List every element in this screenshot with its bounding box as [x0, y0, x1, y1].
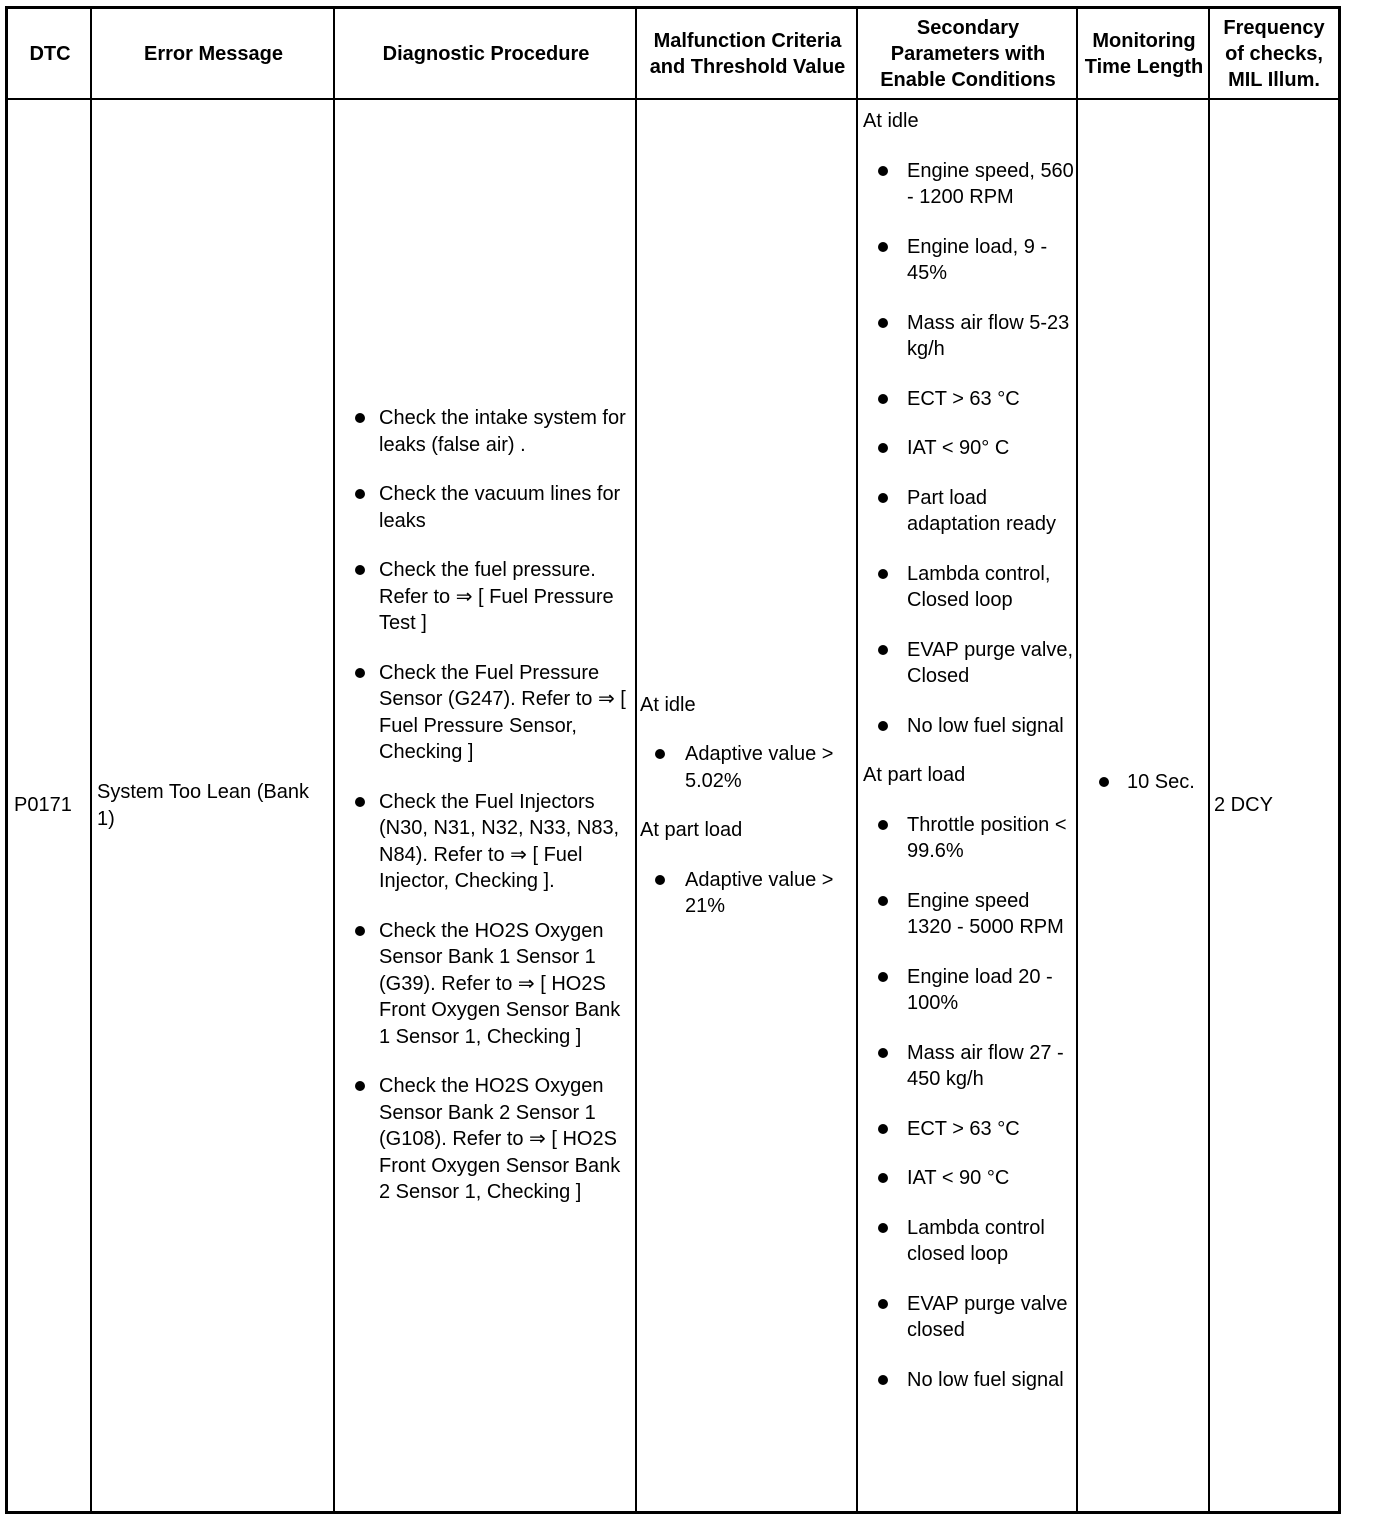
- cell-diagnostic-procedure: [335, 100, 637, 1511]
- bullet-icon: [355, 1081, 365, 1091]
- list-item: No low fuel signal: [858, 1367, 1076, 1394]
- list-item: ECT > 63 °C: [858, 386, 1076, 413]
- bullet-icon: [878, 1299, 888, 1309]
- bullet-icon: [878, 1124, 888, 1134]
- frequency-text: 2 DCY: [1214, 794, 1273, 817]
- bullet-icon: [878, 972, 888, 982]
- list-item: EVAP purge valve, Closed: [858, 637, 1076, 690]
- header-dtc: DTC: [29, 42, 71, 65]
- list-item: ECT > 63 °C: [858, 1116, 1076, 1143]
- list-item: Engine speed, 560 - 1200 RPM: [858, 158, 1076, 211]
- list-item: Lambda control, Closed loop: [858, 561, 1076, 614]
- list-item: Engine load, 9 - 45%: [858, 234, 1076, 287]
- bullet-icon: [878, 443, 888, 453]
- error-message-text: System Too Lean (Bank 1): [97, 781, 309, 830]
- dtc-table: [5, 6, 1341, 1514]
- bullet-icon: [878, 721, 888, 731]
- bullet-icon: [655, 875, 665, 885]
- header-diagnostic-procedure: Diagnostic Procedure: [382, 42, 590, 65]
- list-item: IAT < 90° C: [858, 435, 1076, 462]
- secondary-idle-label: At idle: [863, 110, 919, 132]
- list-item: Check the HO2S Oxygen Sensor Bank 1 Sensor 1 (G39). Refer to ⇒ [ HO2S Front Oxygen Sensor Bank 1 Sensor 1, Checking ]: [335, 918, 635, 1051]
- dtc-code: P0171: [14, 794, 72, 817]
- criteria-idle-label: At idle: [640, 693, 696, 716]
- header-error-message: Error Message: [144, 42, 283, 65]
- criteria-part-load-label: At part load: [640, 819, 743, 841]
- monitoring-time-list: [1078, 769, 1210, 796]
- criteria-part-load-list: [637, 844, 854, 920]
- cell-frequency: [1210, 100, 1338, 1511]
- list-item: Mass air flow 5-23 kg/h: [858, 310, 1076, 363]
- list-item: Check the intake system for leaks (false air) .: [335, 405, 635, 458]
- bullet-icon: [878, 820, 888, 830]
- cell-malfunction-criteria: [637, 100, 858, 1511]
- bullet-icon: [878, 1223, 888, 1233]
- bullet-icon: [878, 1048, 888, 1058]
- header-malfunction-criteria: Malfunction Criteria and Threshold Value: [649, 29, 846, 78]
- list-item: Engine speed 1320 - 5000 RPM: [858, 888, 1076, 941]
- bullet-icon: [878, 896, 888, 906]
- bullet-icon: [355, 926, 365, 936]
- cell-dtc: [8, 100, 92, 1511]
- cell-error-message: [92, 100, 335, 1511]
- bullet-icon: [655, 749, 665, 759]
- bullet-icon: [355, 797, 365, 807]
- secondary-idle-list: [858, 158, 1076, 740]
- list-item: Adaptive value > 21%: [637, 867, 854, 920]
- list-item: Engine load 20 - 100%: [858, 964, 1076, 1017]
- bullet-icon: [878, 1375, 888, 1385]
- bullet-icon: [878, 318, 888, 328]
- bullet-icon: [878, 394, 888, 404]
- list-item: IAT < 90 °C: [858, 1165, 1076, 1192]
- procedure-list: [335, 405, 635, 1229]
- bullet-icon: [355, 668, 365, 678]
- bullet-icon: [1099, 777, 1109, 787]
- secondary-part-load-list: [858, 812, 1076, 1394]
- bullet-icon: [878, 493, 888, 503]
- header-frequency: Frequency of checks, MIL Illum.: [1223, 16, 1325, 91]
- list-item: Part load adaptation ready: [858, 485, 1076, 538]
- header-secondary-parameters: Secondary Parameters with Enable Conditions: [880, 16, 1056, 91]
- list-item: Adaptive value > 5.02%: [637, 741, 854, 794]
- list-item: Check the Fuel Injectors (N30, N31, N32, N33, N83, N84). Refer to ⇒ [ Fuel Injector, Checking ].: [335, 789, 635, 895]
- list-item: EVAP purge valve closed: [858, 1291, 1076, 1344]
- list-item: Check the vacuum lines for leaks: [335, 481, 635, 534]
- bullet-icon: [878, 645, 888, 655]
- list-item: No low fuel signal: [858, 713, 1076, 740]
- bullet-icon: [878, 242, 888, 252]
- list-item: Mass air flow 27 - 450 kg/h: [858, 1040, 1076, 1093]
- list-item: Check the fuel pressure. Refer to ⇒ [ Fuel Pressure Test ]: [335, 557, 635, 637]
- list-item: Throttle position < 99.6%: [858, 812, 1076, 865]
- criteria-idle-list: [637, 718, 854, 817]
- bullet-icon: [878, 569, 888, 579]
- list-item: Check the HO2S Oxygen Sensor Bank 2 Sensor 1 (G108). Refer to ⇒ [ HO2S Front Oxygen Sensor Bank 2 Sensor 1, Checking ]: [335, 1073, 635, 1206]
- list-item: 10 Sec.: [1078, 769, 1210, 796]
- cell-secondary-parameters: [858, 100, 1078, 1511]
- list-item: Check the Fuel Pressure Sensor (G247). Refer to ⇒ [ Fuel Pressure Sensor, Checking ]: [335, 660, 635, 766]
- secondary-part-load-label: At part load: [863, 764, 966, 786]
- cell-monitoring-time: [1078, 100, 1210, 1511]
- bullet-icon: [355, 489, 365, 499]
- bullet-icon: [878, 166, 888, 176]
- bullet-icon: [878, 1173, 888, 1183]
- bullet-icon: [355, 413, 365, 423]
- list-item: Lambda control closed loop: [858, 1215, 1076, 1268]
- header-monitoring-time: Monitoring Time Length: [1084, 29, 1204, 78]
- bullet-icon: [355, 565, 365, 575]
